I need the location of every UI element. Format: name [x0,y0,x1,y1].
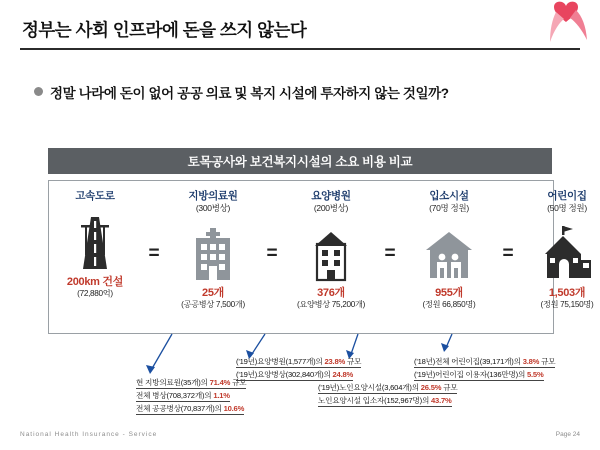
footer-page-number: Page 24 [555,431,580,438]
note-daycare-1: ('18년)전체 어린이집(39,171개)의 3.8% 규모 [414,357,556,366]
note-care-2: 노인요양시설 입소자(152,967명)의 43.7% [318,396,452,405]
column-care-facility-title: 입소시설 (70명 정원) [429,190,469,214]
column-care-facility-value: 955개 (정원 66,850명) [422,286,476,310]
note-care-1: ('19년)노인요양시설(3,604개)의 26.5% 규모 [318,383,458,392]
column-daycare [521,181,600,311]
page-title: 정부는 사회 인프라에 돈을 쓰지 않는다 [22,20,307,40]
note-daycare-2: ('19년)어린이집 이용자(136만명)의 5.5% [414,370,544,379]
column-nursing-hospital-title: 요양병원 (200병상) [311,190,351,214]
column-highway-value: 200km 건설 (72,880억) [66,276,124,299]
daycare-icon [521,220,600,282]
heart-ribbon-icon [520,0,590,48]
column-daycare-title: 어린이집 (50명 정원) [547,190,587,214]
note-hospital-3: 전체 공공병상(70,837개)의 10.6% [136,404,245,413]
note-hospital-1: 현 지방의료원(35개)의 71.4% 규모 [136,378,247,387]
column-care-facility [403,181,495,311]
subtitle: 정말 나라에 돈이 없어 공공 의료 및 복지 시설에 투자하지 않는 것일까? [50,86,449,101]
equals-sign-4: = [502,243,514,264]
care-facility-icon [403,220,495,282]
column-highway [49,181,141,300]
equals-sign-1: = [148,243,160,264]
highway-icon [49,209,141,271]
note-hospital-2: 전체 병상(708,372개)의 1.1% [136,391,230,400]
hospital-icon [167,220,259,282]
column-hospital-title: 지방의료원 (300병상) [188,190,238,214]
equals-sign-2: = [266,243,278,264]
comparison-panel [48,180,594,334]
bullet-icon [34,87,43,96]
subtitle-row [34,82,449,102]
section-banner: 토목공사와 보건복지시설의 소요 비용 비교 [48,148,552,174]
column-highway-title: 고속도로 [75,190,115,202]
note-nursing-2: ('19년)요양병상(302,840개)의 24.8% [236,370,354,379]
column-nursing-hospital-value: 376개 (요양병상 75,200개) [296,286,366,310]
column-hospital [167,181,259,311]
note-nursing-1: ('19년)요양병원(1,577개)의 23.8% 규모 [236,357,362,366]
nursing-hospital-icon [285,220,377,282]
column-hospital-value: 25개 (공공병상 7,500개) [181,286,245,310]
equals-sign-3: = [384,243,396,264]
footer-brand: National Health Insurance - Service [20,431,158,438]
title-divider [20,48,580,50]
column-nursing-hospital [285,181,377,311]
column-daycare-value: 1,503개 (정원 75,150명) [540,286,594,310]
